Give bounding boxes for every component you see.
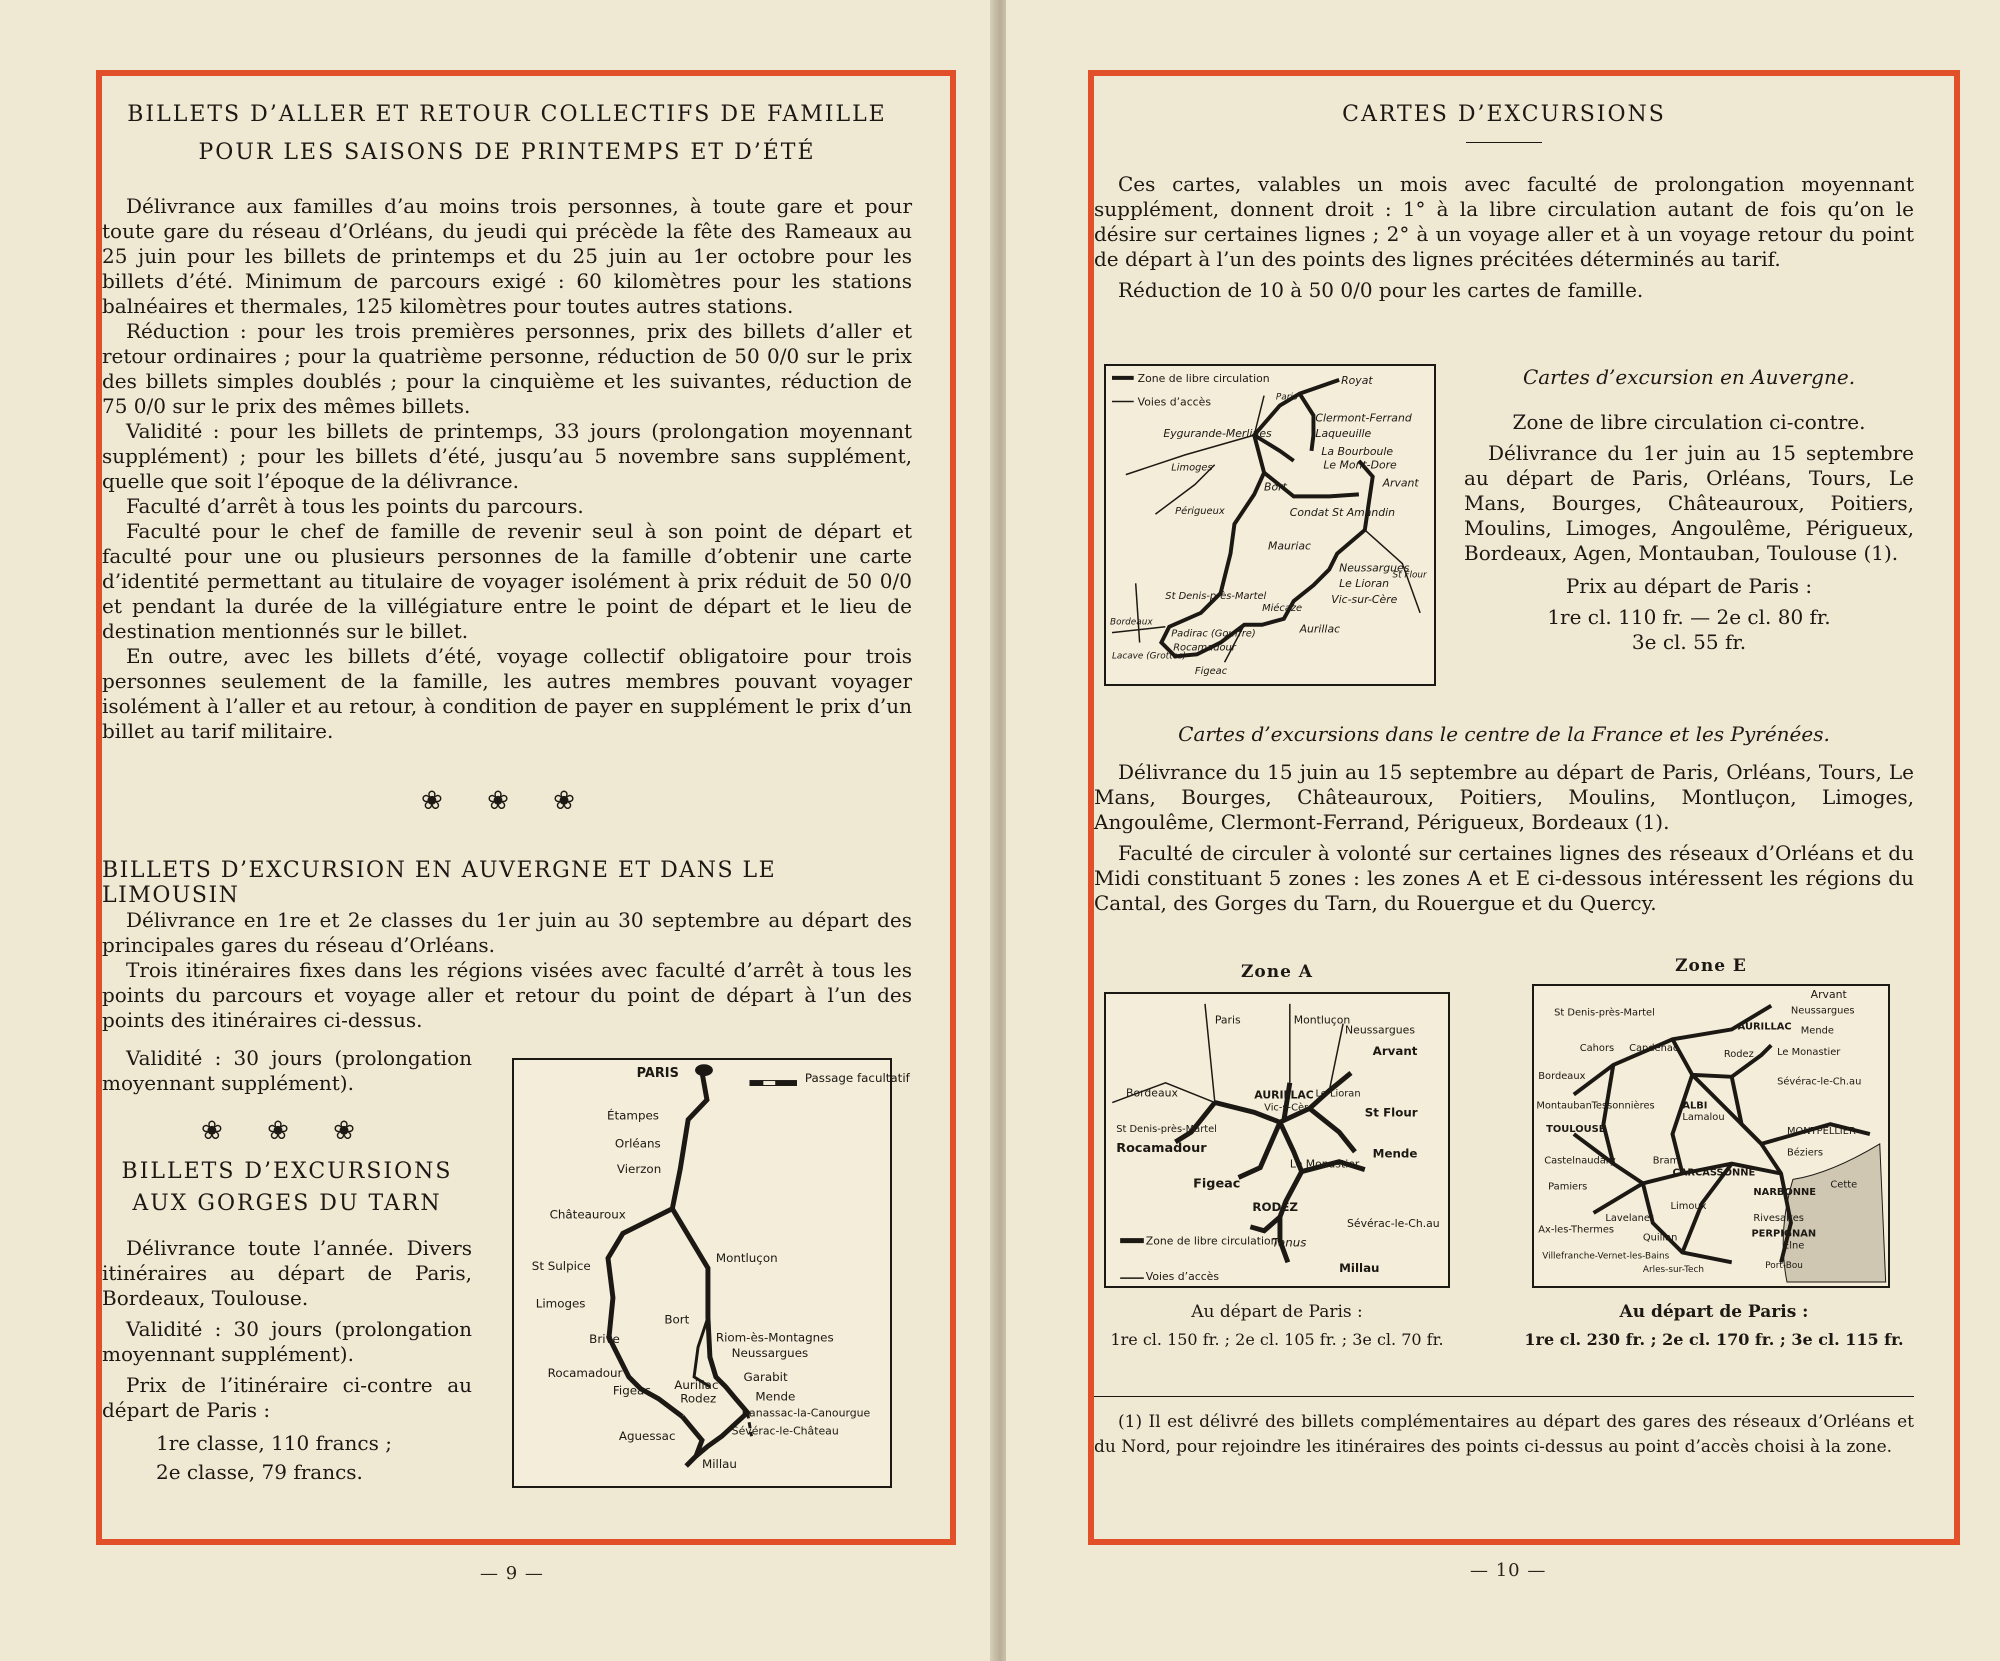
zone-e-map: [1532, 984, 1890, 1288]
footnote-rule: [1094, 1396, 1914, 1397]
zone-a-title: Zone A: [1240, 962, 1314, 982]
auvergne-zone-map: [1104, 364, 1436, 686]
auvergne-label-limoges: Limoges: [1171, 462, 1213, 474]
auvergne-label-aurillac: Aurillac: [1299, 622, 1341, 636]
zone-a-map-drawing: [1106, 994, 1448, 1286]
zone-e-label-lamalou: Lamalou: [1682, 1112, 1725, 1124]
map-label-millau: Millau: [702, 1456, 737, 1471]
excursion-intro: [1094, 172, 1914, 303]
footnote: (1) Il est délivré des billets complémentaires au départ des gares des réseaux d’Orléans et du Nord, pour rejoindre les itinéraires des points ci-dessus au point d’accès choisi à la zone.: [1094, 1412, 1914, 1457]
zone-e-label-severac: Sévérac-le-Ch.au: [1777, 1076, 1862, 1088]
zone-a-label-rocamadour: Rocamadour: [1116, 1140, 1207, 1156]
auvergne-label-perigueux: Périgueux: [1175, 506, 1225, 518]
zone-e-label-tessonnieres: Tessonnières: [1591, 1100, 1655, 1112]
auvergne-cards-zone: Zone de libre circulation ci-contre.: [1512, 410, 1866, 434]
centre-cards-zones: Faculté de circuler à volonté sur certaines lignes des réseaux d’Orléans et du Midi constituant 5 zones : les zones A et E ci-dessous intéressent les régions du Cantal, des Gorges du Tarn, du Rouergue et du Quercy.: [1094, 841, 1914, 915]
zone-e-label-limoux: Limoux: [1670, 1201, 1707, 1213]
centre-cards-section: [1094, 760, 1914, 916]
auvergne-label-rocamadour: Rocamadour: [1173, 642, 1236, 654]
map-label-rocamadour: Rocamadour: [547, 1365, 623, 1380]
zone-e-label-capdenac: Capdenac: [1629, 1043, 1679, 1055]
zone-e-label-st-denis: St Denis-près-Martel: [1554, 1007, 1655, 1019]
zone-a-label-severac: Sévérac-le-Ch.au: [1347, 1216, 1440, 1230]
zone-a-label-mende: Mende: [1372, 1146, 1418, 1161]
auvergne-paragraph-itineraries: Trois itinéraires fixes dans les régions visées avec faculté d’arrêt à tous les points du parcours et voyage aller et retour du point de départ à l’un des points des itinéraires ci-dessus.: [102, 958, 912, 1032]
zone-a-label-st-flour: St Flour: [1364, 1105, 1418, 1120]
map-label-rodez: Rodez: [680, 1391, 717, 1406]
left-page: [0, 0, 994, 1661]
auvergne-label-padirac: Padirac (Gouffre): [1171, 628, 1256, 640]
zone-a-legend-access: Voies d’accès: [1145, 1270, 1220, 1284]
family-paragraph-head: Faculté pour le chef de famille de revenir seul à son point de départ et faculté pour une ou plusieurs personnes de la famille d’obtenir une carte d’identité permettant au titulaire de voyager isolément à prix réduit de 50 0/0 et pendant la durée de la villégiature entre le point de départ et le lieu de destination mentionnés sur le billet.: [102, 519, 912, 643]
zone-a-label-bordeaux: Bordeaux: [1126, 1086, 1178, 1100]
tarn-paragraph-validity: Validité : 30 jours (prolongation moyennant supplément).: [102, 1317, 472, 1366]
auvergne-label-vic: Vic-sur-Cère: [1331, 593, 1398, 607]
zone-a-label-arvant: Arvant: [1372, 1044, 1418, 1059]
auvergne-label-mauriac: Mauriac: [1268, 539, 1312, 553]
page-number-right: — 10 —: [1470, 1560, 1547, 1581]
zone-e-title: Zone E: [1675, 956, 1747, 976]
auvergne-label-bort: Bort: [1264, 480, 1287, 494]
auvergne-cards-price-1: 1re cl. 110 fr. — 2e cl. 80 fr.: [1547, 605, 1831, 629]
family-section: [102, 194, 912, 744]
separator-stars-2: ❀ ❀ ❀: [201, 1116, 373, 1146]
tarn-map-drawing: [514, 1060, 910, 1486]
zone-e-label-arvant: Arvant: [1810, 987, 1847, 1001]
zone-e-label-bram: Bram: [1652, 1155, 1680, 1167]
tarn-title-1: BILLETS D’EXCURSIONS: [121, 1159, 453, 1184]
auvergne-cards-price-2: 3e cl. 55 fr.: [1631, 630, 1747, 654]
zone-e-label-perpignan: PERPIGNAN: [1751, 1228, 1817, 1240]
right-page-frame: [1088, 70, 1960, 1545]
auvergne-legend-access: Voies d’accès: [1137, 395, 1211, 409]
zone-e-label-toulouse: TOULOUSE: [1546, 1124, 1606, 1136]
left-page-frame: [96, 70, 956, 1545]
excursion-cards-title: CARTES D’EXCURSIONS: [1342, 102, 1666, 127]
zone-e-label-elne: Elne: [1783, 1240, 1805, 1252]
map-legend-passage: Passage facultatif: [804, 1071, 910, 1086]
family-paragraph-delivery: Délivrance aux familles d’au moins trois personnes, à toute gare et pour toute gare du réseau d’Orléans, du jeudi qui précède la fête des Rameaux au 25 juin pour les billets de printemps et du 25 juin au 1er octobre pour les billets d’été. Minimum de parcours exigé : 60 kilomètres pour les stations balnéaires et thermales, 125 kilomètres pour toutes autres stations.: [102, 194, 912, 318]
tarn-paragraph-delivery: Délivrance toute l’année. Divers itinéraires au départ de Paris, Bordeaux, Toulouse.: [102, 1236, 472, 1310]
map-label-limoges: Limoges: [535, 1296, 586, 1311]
zone-e-label-quillan: Quillan: [1642, 1232, 1678, 1244]
zone-e-label-arles: Arles-sur-Tech: [1642, 1265, 1704, 1276]
map-label-aurillac: Aurillac: [674, 1377, 719, 1392]
auvergne-cards-heading: Cartes d’excursion en Auvergne.: [1522, 365, 1856, 389]
zone-a-label-figeac: Figeac: [1193, 1176, 1241, 1192]
zone-e-label-monastier: Le Monastier: [1777, 1047, 1841, 1059]
zone-e-label-rodez: Rodez: [1723, 1049, 1754, 1061]
right-page: [1006, 0, 2000, 1661]
zone-a-label-aurillac: AURILLAC: [1254, 1088, 1314, 1102]
map-label-vierzon: Vierzon: [616, 1162, 662, 1177]
zone-e-label-pamiers: Pamiers: [1548, 1181, 1588, 1193]
zone-a-label-st-denis: St Denis-près-Martel: [1116, 1124, 1217, 1136]
map-label-riom: Riom-ès-Montagnes: [715, 1330, 834, 1345]
zone-a-label-paris: Paris: [1214, 1013, 1241, 1027]
auvergne-title: BILLETS D’EXCURSION EN AUVERGNE ET DANS LE LIMOUSIN: [102, 858, 777, 908]
zone-a-label-tanus: Tanus: [1272, 1235, 1307, 1250]
zone-e-label-carcassonne: CARCASSONNE: [1672, 1167, 1756, 1179]
map-label-orleans: Orléans: [614, 1136, 661, 1151]
map-label-montlucon: Montluçon: [715, 1251, 778, 1266]
zone-e-map-drawing: [1534, 986, 1888, 1286]
family-title-1: BILLETS D’ALLER ET RETOUR COLLECTIFS DE FAMILLE: [127, 102, 887, 127]
map-label-neussargues: Neussargues: [731, 1346, 809, 1361]
family-title-2: POUR LES SAISONS DE PRINTEMPS ET D’ÉTÉ: [198, 140, 816, 165]
map-label-chateauroux: Châteauroux: [549, 1207, 626, 1222]
auvergne-label-paris: Paris: [1275, 392, 1298, 403]
zone-e-label-neussargues: Neussargues: [1790, 1005, 1855, 1017]
auvergne-label-condat: Condat St Amandin: [1289, 506, 1396, 520]
map-label-severac: Sévérac-le-Château: [731, 1424, 839, 1438]
zone-e-label-cette: Cette: [1830, 1179, 1858, 1191]
map-label-mende: Mende: [755, 1389, 796, 1404]
map-label-etampes: Étampes: [607, 1108, 659, 1123]
tarn-title-2: AUX GORGES DU TARN: [132, 1191, 442, 1216]
auvergne-label-bourboule: La Bourboule: [1321, 444, 1394, 458]
family-paragraph-stop: Faculté d’arrêt à tous les points du parcours.: [126, 494, 584, 518]
zone-a-label-millau: Millau: [1339, 1261, 1380, 1276]
map-label-garabit: Garabit: [743, 1369, 788, 1384]
auvergne-map-drawing: [1106, 366, 1434, 684]
tarn-section: [102, 1236, 472, 1485]
tarn-price-second: 2e classe, 79 francs.: [156, 1460, 363, 1484]
auvergne-label-lioran: Le Lioran: [1339, 577, 1390, 591]
auvergne-paragraph-delivery: Délivrance en 1re et 2e classes du 1er juin au 30 septembre au départ des principales gares du réseau d’Orléans.: [102, 908, 912, 957]
zone-a-legend-zone: Zone de libre circulation: [1145, 1234, 1278, 1248]
zone-e-label-albi: ALBI: [1682, 1100, 1708, 1112]
auvergne-label-arvant: Arvant: [1382, 476, 1419, 490]
zone-e-label-narbonne: NARBONNE: [1753, 1187, 1817, 1199]
auvergne-cards-section: [1464, 410, 1914, 655]
excursion-reduction-paragraph: Réduction de 10 à 50 0/0 pour les cartes de famille.: [1118, 278, 1644, 302]
zone-e-label-port-bou: Port-Bou: [1765, 1261, 1803, 1272]
zone-e-label-montpellier: MONTPELLIER: [1786, 1126, 1856, 1138]
auvergne-label-figeac: Figeac: [1194, 666, 1228, 678]
family-paragraph-validity: Validité : pour les billets de printemps, 33 jours (prolongation moyennant supplément) ; pour les billets d’été, jusqu’au 5 novembre sans supplément, quelle que soit l’époque de la délivrance.: [102, 419, 912, 493]
centre-cards-delivery: Délivrance du 15 juin au 15 septembre au départ de Paris, Orléans, Tours, Le Mans, Bourges, Châteauroux, Poitiers, Moulins, Montluçon, Limoges, Angoulême, Clermont-Ferrand, Périgueux, Bordeaux (1).: [1094, 760, 1914, 834]
auvergne-label-eygurande: Eygurande-Merlines: [1163, 427, 1272, 441]
zone-a-label-vic: Vic-s-Cère: [1264, 1102, 1314, 1114]
auvergne-label-clermont: Clermont-Ferrand: [1315, 411, 1412, 425]
zone-e-label-castelnaudary: Castelnaudary: [1544, 1155, 1616, 1167]
zone-e-price: 1re cl. 230 fr. ; 2e cl. 170 fr. ; 3e cl. 115 fr.: [1524, 1330, 1904, 1349]
centre-cards-heading: Cartes d’excursions dans le centre de la France et les Pyrénées.: [1178, 722, 1830, 746]
zone-e-label-villefranche: Villefranche-Vernet-les-Bains: [1542, 1251, 1670, 1262]
zone-e-label-beziers: Béziers: [1786, 1147, 1824, 1159]
auvergne-cards-delivery: Délivrance du 1er juin au 15 septembre au départ de Paris, Orléans, Tours, Le Mans, Bourges, Châteauroux, Poitiers, Moulins, Limoges, Angoulême, Périgueux, Bordeaux, Agen, Montauban, Toulouse (1).: [1464, 441, 1914, 565]
auvergne-label-st-flour: St Flour: [1392, 570, 1427, 581]
zone-a-label-rodez: RODEZ: [1252, 1200, 1298, 1215]
zone-e-price-title: Au départ de Paris :: [1619, 1302, 1809, 1322]
zone-e-label-mende: Mende: [1800, 1025, 1834, 1037]
auvergne-cards-price-title: Prix au départ de Paris :: [1565, 574, 1813, 598]
family-paragraph-summer: En outre, avec les billets d’été, voyage collectif obligatoire pour trois personnes seulement de la famille, les autres membres pouvant voyager isolément à l’aller et au retour, à condition de payer en supplément le prix d’un billet au tarif militaire.: [102, 644, 912, 743]
zone-e-label-montauban: Montauban: [1536, 1100, 1592, 1112]
separator-stars-1: ❀ ❀ ❀: [421, 786, 593, 816]
tarn-paragraph-price: Prix de l’itinéraire ci-contre au départ de Paris :: [102, 1373, 472, 1422]
zone-e-label-cahors: Cahors: [1579, 1043, 1615, 1055]
map-label-figeac: Figeac: [612, 1383, 651, 1398]
auvergne-label-miecaze: Miécaze: [1262, 602, 1303, 614]
auvergne-label-laqueuille: Laqueuille: [1315, 427, 1372, 441]
auvergne-legend-zone: Zone de libre circulation: [1137, 371, 1270, 385]
zone-a-price: 1re cl. 150 fr. ; 2e cl. 105 fr. ; 3e cl. 70 fr.: [1110, 1330, 1444, 1349]
zone-a-map: [1104, 992, 1450, 1288]
family-paragraph-reduction: Réduction : pour les trois premières personnes, prix des billets d’aller et retour ordinaires ; pour la quatrième personne, réduction de 50 0/0 sur le prix des billets simples doublés ; pour la cinquième et les suivantes, réduction de 75 0/0 sur le prix des mêmes billets.: [102, 319, 912, 418]
map-label-aguessac: Aguessac: [618, 1429, 676, 1444]
auvergne-label-neussargues: Neussargues: [1339, 561, 1410, 575]
tarn-price-first: 1re classe, 110 francs ;: [156, 1431, 392, 1455]
title-rule: [1466, 142, 1542, 143]
zone-a-label-monastier: Le Monastier: [1289, 1157, 1360, 1171]
zone-a-label-lioran: Le Lioran: [1315, 1088, 1361, 1100]
map-label-brive: Brive: [589, 1332, 620, 1347]
zone-e-label-aurillac: AURILLAC: [1737, 1021, 1792, 1033]
auvergne-label-lacave: Lacave (Grottes): [1111, 651, 1187, 662]
auvergne-section: [102, 908, 912, 1033]
zone-a-price-title: Au départ de Paris :: [1191, 1302, 1363, 1322]
tarn-itinerary-map: [512, 1058, 910, 1488]
zone-e-label-rivesaltes: Rivesaltes: [1753, 1212, 1804, 1224]
auvergne-label-st-denis: St Denis-près-Martel: [1165, 591, 1267, 603]
auvergne-paragraph-validity: Validité : 30 jours (prolongation moyennant supplément).: [102, 1046, 472, 1095]
zone-e-label-bordeaux: Bordeaux: [1538, 1070, 1586, 1082]
map-label-banassac: Banassac-la-Canourgue: [741, 1406, 871, 1420]
map-label-st-sulpice: St Sulpice: [531, 1259, 591, 1274]
page-number-left: — 9 —: [480, 1563, 544, 1584]
zone-a-label-montlucon: Montluçon: [1293, 1013, 1351, 1027]
auvergne-label-bordeaux: Bordeaux: [1110, 617, 1153, 628]
auvergne-label-royat: Royat: [1341, 373, 1373, 387]
zone-a-label-neussargues: Neussargues: [1345, 1023, 1416, 1037]
map-label-bort: Bort: [664, 1312, 690, 1327]
excursion-intro-paragraph: Ces cartes, valables un mois avec faculté de prolongation moyennant supplément, donnent droit : 1° à la libre circulation autant de fois qu’on le désire sur certaines lignes ; 2° à un voyage aller et à un voyage retour du point de départ à l’un des points des lignes précitées déterminés au tarif.: [1094, 172, 1914, 271]
zone-e-label-ax: Ax-les-Thermes: [1538, 1224, 1615, 1236]
zone-e-label-lavelanet: Lavelanet: [1605, 1212, 1654, 1224]
auvergne-label-mont-dore: Le Mont-Dore: [1323, 458, 1397, 472]
map-label-paris: PARIS: [636, 1066, 679, 1082]
